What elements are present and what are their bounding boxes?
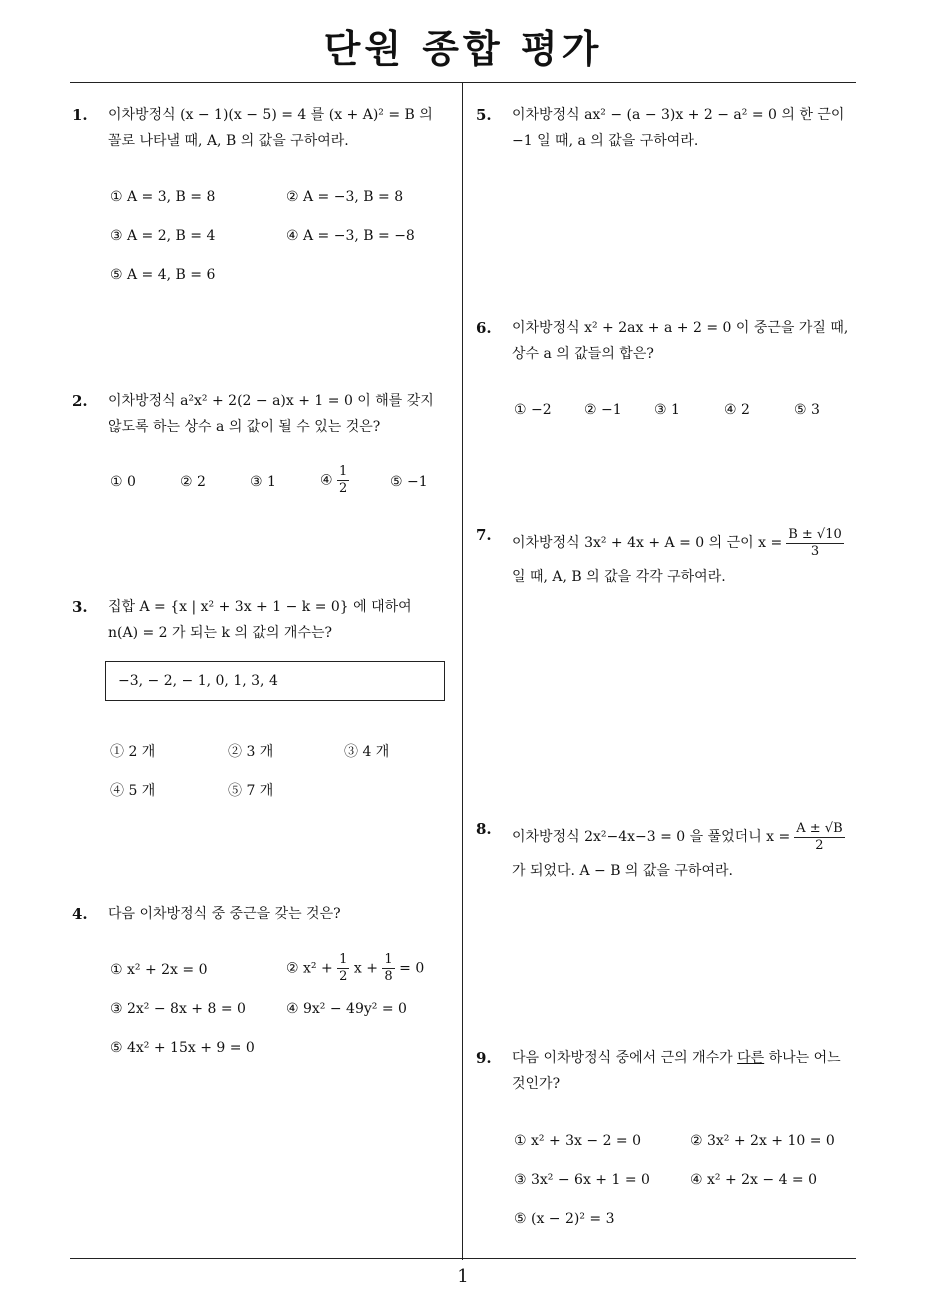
question-2: [72, 388, 458, 440]
fraction: $\frac{1}{2}$: [339, 952, 348, 984]
choice-4[interactable]: ④ x² + 2x − 4 = 0: [690, 1172, 818, 1188]
choice-2[interactable]: ② A = −3, B = 8: [286, 189, 404, 205]
question-text: 이차방정식 a²x² + 2(2 − a)x + 1 = 0 이 해를 갖지 않도록 하는 상수 a 의 값이 될 수 있는 것은?: [108, 393, 434, 435]
choice-1[interactable]: ① A = 3, B = 8: [110, 189, 216, 205]
choice-4[interactable]: ④ 5 개: [110, 783, 156, 799]
question-number: 6.: [476, 319, 492, 337]
choice-4[interactable]: ④ A = −3, B = −8: [286, 228, 415, 244]
question-7: [476, 522, 860, 590]
question-text: 이차방정식 (x − 1)(x − 5) = 4 를 (x + A)² = B 의 꼴로 나타낼 때, A, B 의 값을 구하여라.: [108, 107, 433, 149]
question-number: 9.: [476, 1049, 492, 1067]
choice-3[interactable]: ③ 1: [250, 474, 276, 490]
question-number: 2.: [72, 392, 88, 410]
fraction: $\frac{A \pm √B}{2}$: [796, 820, 843, 853]
choice-3[interactable]: ③ 2x² − 8x + 8 = 0: [110, 1001, 246, 1017]
question-number: 4.: [72, 905, 88, 923]
question-5: [476, 102, 860, 154]
fraction: $\frac{1}{2}$: [339, 464, 348, 496]
bottom-rule: [70, 1258, 856, 1259]
column-divider: [462, 82, 463, 1260]
question-text: 이차방정식 ax² − (a − 3)x + 2 − a² = 0 의 한 근이 −1 일 때, a 의 값을 구하여라.: [512, 107, 845, 149]
choice-3[interactable]: ③ A = 2, B = 4: [110, 228, 216, 244]
choice-3[interactable]: ③ 4 개: [344, 744, 390, 760]
question-1: [72, 102, 458, 154]
question-number: 1.: [72, 106, 88, 124]
question-4: [72, 901, 458, 927]
fraction: $\frac{1}{8}$: [384, 952, 393, 984]
fraction: $\frac{B \pm √10}{3}$: [788, 526, 842, 559]
question-number: 7.: [476, 526, 492, 544]
choice-5[interactable]: ⑤ (x − 2)² = 3: [514, 1211, 615, 1227]
choice-4[interactable]: ④ 9x² − 49y² = 0: [286, 1001, 407, 1017]
question-9: [476, 1045, 860, 1097]
choice-2[interactable]: ② 3 개: [228, 744, 274, 760]
question-3: [72, 594, 458, 646]
question-8: [476, 816, 860, 884]
top-rule: [70, 82, 856, 83]
choice-3[interactable]: ③ 3x² − 6x + 1 = 0: [514, 1172, 650, 1188]
page-number: 1: [457, 1266, 469, 1287]
choice-1[interactable]: ① x² + 2x = 0: [110, 962, 208, 978]
choice-1[interactable]: ① 2 개: [110, 744, 156, 760]
choice-2[interactable]: ② 3x² + 2x + 10 = 0: [690, 1133, 835, 1149]
choice-2[interactable]: ② −1: [584, 402, 622, 418]
choice-4[interactable]: ④ $\frac{1}{2}$: [320, 464, 348, 496]
question-number: 5.: [476, 106, 492, 124]
question-text: 이차방정식 3x² + 4x + A = 0 의 근이 x = $\frac{B \pm √10}{3}$ 일 때, A, B 의 값을 각각 구하여라.: [512, 526, 842, 585]
underlined-word: 다른: [737, 1050, 765, 1066]
answer-box: −3, − 2, − 1, 0, 1, 3, 4: [105, 661, 445, 701]
choice-1[interactable]: ① −2: [514, 402, 552, 418]
question-6: [476, 315, 860, 367]
question-text: 집합 A = {x | x² + 3x + 1 − k = 0} 에 대하여 n(A) = 2 가 되는 k 의 값의 개수는?: [108, 599, 412, 641]
question-text: 이차방정식 2x²−4x−3 = 0 을 풀었더니 x = $\frac{A \pm √B}{2}$ 가 되었다. A − B 의 값을 구하여라.: [512, 820, 843, 879]
choice-5[interactable]: ⑤ 4x² + 15x + 9 = 0: [110, 1040, 255, 1056]
choice-2[interactable]: ② 2: [180, 474, 206, 490]
question-text: 다음 이차방정식 중에서 근의 개수가 다른 하나는 어느 것인가?: [512, 1050, 841, 1092]
choice-5[interactable]: ⑤ 7 개: [228, 783, 274, 799]
question-text: 다음 이차방정식 중 중근을 갖는 것은?: [108, 906, 341, 922]
choice-1[interactable]: ① 0: [110, 474, 136, 490]
choice-5[interactable]: ⑤ 3: [794, 402, 820, 418]
choice-3[interactable]: ③ 1: [654, 402, 680, 418]
choice-5[interactable]: ⑤ A = 4, B = 6: [110, 267, 216, 283]
question-number: 8.: [476, 820, 492, 838]
choice-1[interactable]: ① x² + 3x − 2 = 0: [514, 1133, 642, 1149]
choice-4[interactable]: ④ 2: [724, 402, 750, 418]
choice-5[interactable]: ⑤ −1: [390, 474, 428, 490]
question-number: 3.: [72, 598, 88, 616]
choice-2[interactable]: ② x² + $\frac{1}{2}$ x + $\frac{1}{8}$ = 0: [286, 952, 425, 984]
page-title: 단원 종합 평가: [323, 27, 603, 71]
question-text: 이차방정식 x² + 2ax + a + 2 = 0 이 중근을 가질 때, 상수 a 의 값들의 합은?: [512, 320, 849, 362]
